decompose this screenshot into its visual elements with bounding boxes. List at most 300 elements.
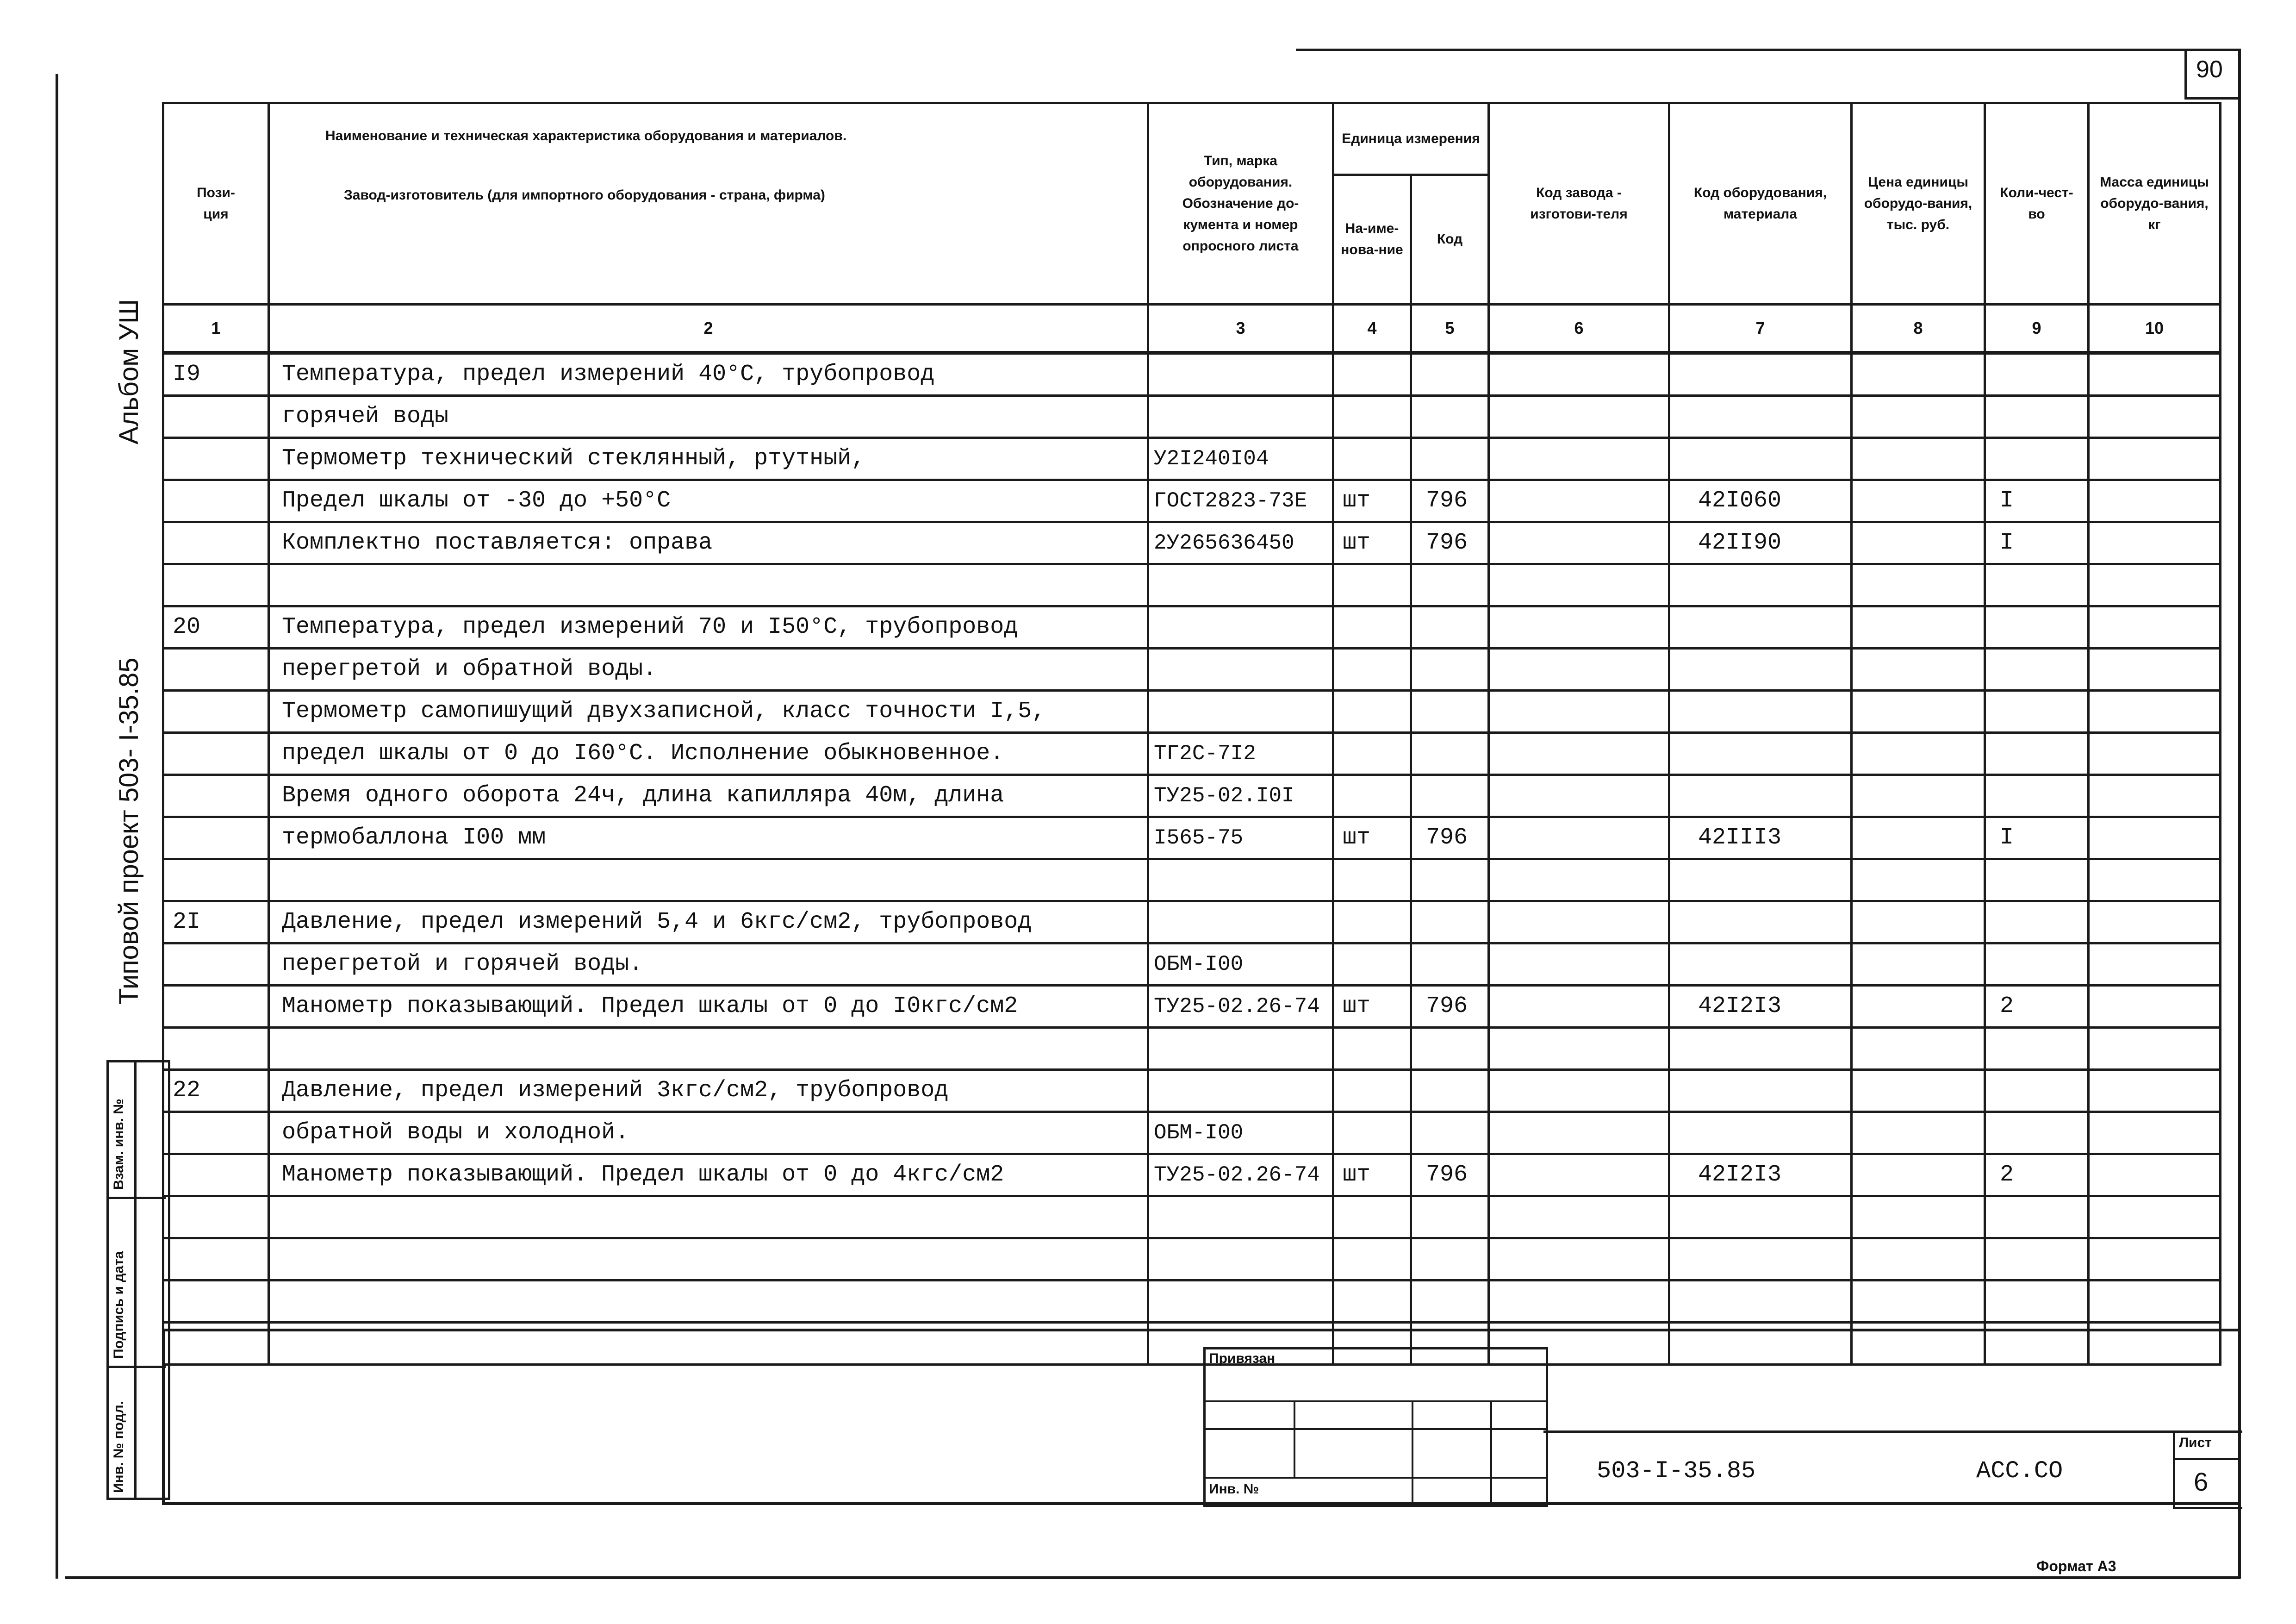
cell-factory <box>1489 1070 1669 1112</box>
col-num: 6 <box>1489 305 1669 353</box>
cell-factory <box>1489 1154 1669 1196</box>
cell-unit: шт <box>1333 1154 1411 1196</box>
cell-pos: I9 <box>163 353 269 396</box>
cell-qty <box>1985 691 2089 733</box>
cell-mass <box>2089 817 2221 859</box>
cell-equip <box>1669 1028 1852 1070</box>
cell-unit <box>1333 1280 1411 1323</box>
cell-unit <box>1333 1112 1411 1154</box>
cell-pos <box>163 859 269 901</box>
cell-price <box>1852 1196 1985 1238</box>
sheet-label: Лист <box>2179 1435 2212 1450</box>
cell-qty <box>1985 606 2089 649</box>
inv-replace-label: Взам. инв. № <box>111 1099 126 1190</box>
cell-qty <box>1985 438 2089 480</box>
cell-type <box>1148 1238 1333 1280</box>
cell-type: ГОСТ2823-73Е <box>1148 480 1333 522</box>
cell-name: Комплектно поставляется: оправа <box>269 522 1148 564</box>
cell-name <box>269 1196 1148 1238</box>
cell-mass <box>2089 1280 2221 1323</box>
cell-equip <box>1669 1070 1852 1112</box>
cell-factory <box>1489 1196 1669 1238</box>
col-num: 8 <box>1852 305 1985 353</box>
cell-factory <box>1489 775 1669 817</box>
page-number: 90 <box>2196 56 2223 83</box>
cell-equip <box>1669 649 1852 691</box>
cell-name: горячей воды <box>269 396 1148 438</box>
table-row <box>163 1112 2221 1154</box>
privyazan-sep-1 <box>1203 1400 1546 1402</box>
cell-factory <box>1489 901 1669 943</box>
cell-pos <box>163 691 269 733</box>
cell-code <box>1411 1196 1489 1238</box>
cell-pos <box>163 480 269 522</box>
cell-price <box>1852 775 1985 817</box>
cell-pos <box>163 943 269 986</box>
cell-type <box>1148 564 1333 606</box>
privyazan-vsep-1 <box>1294 1400 1295 1477</box>
cell-unit <box>1333 606 1411 649</box>
cell-type: I565-75 <box>1148 817 1333 859</box>
signature-date-label: Подпись и дата <box>111 1251 126 1359</box>
cell-qty <box>1985 1196 2089 1238</box>
table-row <box>163 901 2221 943</box>
cell-name: Манометр показывающий. Предел шкалы от 0 до I0кгс/см2 <box>269 986 1148 1028</box>
cell-price <box>1852 649 1985 691</box>
cell-code: 796 <box>1411 1154 1489 1196</box>
cell-name: Температура, предел измерений 40°С, трубопровод <box>269 353 1148 396</box>
cell-name <box>269 1238 1148 1280</box>
table-row <box>163 649 2221 691</box>
cell-factory <box>1489 606 1669 649</box>
cell-equip <box>1669 438 1852 480</box>
cell-type <box>1148 396 1333 438</box>
cell-unit <box>1333 353 1411 396</box>
cell-unit <box>1333 1196 1411 1238</box>
cell-equip: 42I060 <box>1669 480 1852 522</box>
cell-type <box>1148 606 1333 649</box>
header-mass: Масса единицы оборудо-вания, кг <box>2089 103 2221 305</box>
cell-code <box>1411 649 1489 691</box>
cell-name: перегретой и обратной воды. <box>269 649 1148 691</box>
side-stamp-divider <box>134 1060 137 1498</box>
frame-right-line <box>2238 49 2241 1579</box>
cell-equip <box>1669 396 1852 438</box>
table-row <box>163 564 2221 606</box>
sheet-number: 6 <box>2194 1467 2209 1496</box>
col-num: 9 <box>1985 305 2089 353</box>
cell-qty <box>1985 1070 2089 1112</box>
side-stamp-sep-2 <box>106 1366 166 1368</box>
table-row <box>163 1280 2221 1323</box>
col-num: 2 <box>269 305 1148 353</box>
specification-table <box>162 102 2221 1366</box>
cell-name: Температура, предел измерений 70 и I50°С, трубопровод <box>269 606 1148 649</box>
cell-code <box>1411 733 1489 775</box>
cell-factory <box>1489 733 1669 775</box>
col-num: 10 <box>2089 305 2221 353</box>
cell-price <box>1852 943 1985 986</box>
cell-factory <box>1489 1028 1669 1070</box>
header-name <box>269 103 1148 305</box>
cell-qty: 2 <box>1985 986 2089 1028</box>
cell-unit <box>1333 396 1411 438</box>
cell-equip <box>1669 859 1852 901</box>
cell-factory <box>1489 438 1669 480</box>
cell-qty <box>1985 775 2089 817</box>
cell-price <box>1852 1112 1985 1154</box>
col-num: 5 <box>1411 305 1489 353</box>
cell-factory <box>1489 522 1669 564</box>
table-row <box>163 353 2221 396</box>
cell-equip <box>1669 606 1852 649</box>
cell-pos: 20 <box>163 606 269 649</box>
cell-mass <box>2089 943 2221 986</box>
table-row <box>163 775 2221 817</box>
inv-original-label: Инв. № подл. <box>111 1400 126 1493</box>
header-name-line1: Наименование и техническая характеристика оборудования и материалов. <box>325 128 847 144</box>
cell-name: Предел шкалы от -30 до +50°С <box>269 480 1148 522</box>
table-row <box>163 859 2221 901</box>
cell-equip <box>1669 1112 1852 1154</box>
frame-bottom-line <box>65 1576 2240 1579</box>
cell-code: 796 <box>1411 817 1489 859</box>
cell-name: Термометр самопишущий двухзаписной, класс точности I,5, <box>269 691 1148 733</box>
cell-code: 796 <box>1411 480 1489 522</box>
cell-equip <box>1669 943 1852 986</box>
cell-unit <box>1333 1028 1411 1070</box>
privyazan-sep-3 <box>1203 1477 1546 1479</box>
cell-pos <box>163 564 269 606</box>
cell-equip <box>1669 564 1852 606</box>
cell-code <box>1411 859 1489 901</box>
header-quantity: Коли-чест-во <box>1985 103 2089 305</box>
cell-qty <box>1985 1238 2089 1280</box>
cell-code <box>1411 353 1489 396</box>
set-code: АСС.СО <box>1976 1457 2063 1485</box>
cell-pos: 2I <box>163 901 269 943</box>
cell-code: 796 <box>1411 986 1489 1028</box>
cell-type <box>1148 1280 1333 1323</box>
cell-name: термобаллона I00 мм <box>269 817 1148 859</box>
cell-name: Манометр показывающий. Предел шкалы от 0 до 4кгс/см2 <box>269 1154 1148 1196</box>
cell-equip: 42I2I3 <box>1669 986 1852 1028</box>
format-label: Формат А3 <box>2036 1558 2116 1574</box>
cell-unit: шт <box>1333 986 1411 1028</box>
cell-pos <box>163 1280 269 1323</box>
cell-code <box>1411 606 1489 649</box>
cell-unit <box>1333 1238 1411 1280</box>
cell-unit: шт <box>1333 480 1411 522</box>
document-code: 503-I-35.85 <box>1597 1457 1756 1485</box>
cell-name: перегретой и горячей воды. <box>269 943 1148 986</box>
cell-code <box>1411 1028 1489 1070</box>
privyazan-label: Привязан <box>1209 1351 1276 1366</box>
cell-code <box>1411 775 1489 817</box>
cell-unit <box>1333 859 1411 901</box>
cell-pos <box>163 438 269 480</box>
title-block-left-line <box>162 1329 165 1505</box>
cell-price <box>1852 353 1985 396</box>
cell-qty: I <box>1985 522 2089 564</box>
cell-pos <box>163 733 269 775</box>
cell-unit <box>1333 649 1411 691</box>
cell-type <box>1148 649 1333 691</box>
cell-code <box>1411 901 1489 943</box>
cell-name: предел шкалы от 0 до I60°С. Исполнение обыкновенное. <box>269 733 1148 775</box>
cell-price <box>1852 1280 1985 1323</box>
table-row <box>163 986 2221 1028</box>
cell-type: ТУ25-02.I0I <box>1148 775 1333 817</box>
cell-qty: I <box>1985 480 2089 522</box>
cell-type <box>1148 353 1333 396</box>
cell-pos <box>163 1238 269 1280</box>
cell-qty <box>1985 353 2089 396</box>
header-factory-code: Код завода - изготови-теля <box>1489 103 1669 305</box>
cell-price <box>1852 396 1985 438</box>
cell-type: ОБМ-I00 <box>1148 1112 1333 1154</box>
cell-name <box>269 1280 1148 1323</box>
cell-type <box>1148 1070 1333 1112</box>
cell-factory <box>1489 1238 1669 1280</box>
cell-name <box>269 859 1148 901</box>
cell-type: У2I240I04 <box>1148 438 1333 480</box>
cell-pos <box>163 775 269 817</box>
col-num: 4 <box>1333 305 1411 353</box>
project-label: Типовой проект 503- I-35.85 <box>114 657 144 1005</box>
cell-code <box>1411 943 1489 986</box>
cell-code: 796 <box>1411 522 1489 564</box>
cell-pos <box>163 649 269 691</box>
cell-unit <box>1333 1070 1411 1112</box>
cell-factory <box>1489 649 1669 691</box>
cell-equip <box>1669 733 1852 775</box>
table-row <box>163 1028 2221 1070</box>
cell-unit <box>1333 943 1411 986</box>
cell-factory <box>1489 564 1669 606</box>
cell-equip: 42II90 <box>1669 522 1852 564</box>
cell-qty <box>1985 901 2089 943</box>
cell-code <box>1411 1070 1489 1112</box>
cell-factory <box>1489 943 1669 986</box>
cell-name <box>269 564 1148 606</box>
privyazan-vsep-2 <box>1412 1400 1413 1505</box>
side-stamp-sep-1 <box>106 1197 166 1199</box>
cell-unit <box>1333 564 1411 606</box>
cell-price <box>1852 1028 1985 1070</box>
cell-mass <box>2089 1238 2221 1280</box>
cell-mass <box>2089 649 2221 691</box>
cell-factory <box>1489 691 1669 733</box>
table-row <box>163 438 2221 480</box>
cell-qty: I <box>1985 817 2089 859</box>
cell-code <box>1411 1238 1489 1280</box>
cell-type: ТУ25-02.26-74 <box>1148 1154 1333 1196</box>
cell-qty <box>1985 396 2089 438</box>
cell-name <box>269 1028 1148 1070</box>
cell-factory <box>1489 1112 1669 1154</box>
cell-equip <box>1669 1196 1852 1238</box>
table-row <box>163 1154 2221 1196</box>
cell-type: 2У265636450 <box>1148 522 1333 564</box>
privyazan-vsep-3 <box>1490 1400 1492 1505</box>
cell-factory <box>1489 1280 1669 1323</box>
cell-equip <box>1669 691 1852 733</box>
cell-mass <box>2089 564 2221 606</box>
cell-price <box>1852 480 1985 522</box>
cell-factory <box>1489 817 1669 859</box>
cell-qty <box>1985 1112 2089 1154</box>
cell-name: Термометр технический стеклянный, ртутный, <box>269 438 1148 480</box>
cell-factory <box>1489 396 1669 438</box>
cell-price <box>1852 1070 1985 1112</box>
cell-equip <box>1669 1238 1852 1280</box>
cell-code <box>1411 564 1489 606</box>
cell-price <box>1852 606 1985 649</box>
header-equipment-code: Код оборудования, материала <box>1669 103 1852 305</box>
cell-mass <box>2089 775 2221 817</box>
cell-type: ТУ25-02.26-74 <box>1148 986 1333 1028</box>
cell-price <box>1852 691 1985 733</box>
cell-factory <box>1489 859 1669 901</box>
cell-factory <box>1489 986 1669 1028</box>
cell-mass <box>2089 1112 2221 1154</box>
cell-unit <box>1333 733 1411 775</box>
specification-body <box>163 353 2221 1365</box>
sheet-box-sep <box>2173 1458 2240 1460</box>
cell-type <box>1148 859 1333 901</box>
cell-code <box>1411 396 1489 438</box>
privyazan-sep-2 <box>1203 1428 1546 1430</box>
cell-mass <box>2089 353 2221 396</box>
cell-mass <box>2089 1196 2221 1238</box>
header-type: Тип, марка оборудования. Обозначение до-кумента и номер опросного листа <box>1148 103 1333 305</box>
table-row <box>163 817 2221 859</box>
cell-equip: 42III3 <box>1669 817 1852 859</box>
cell-equip: 42I2I3 <box>1669 1154 1852 1196</box>
cell-mass <box>2089 901 2221 943</box>
table-row <box>163 1196 2221 1238</box>
table-row <box>163 480 2221 522</box>
cell-unit: шт <box>1333 522 1411 564</box>
cell-type <box>1148 901 1333 943</box>
header-unit-code: Код <box>1411 175 1489 304</box>
cell-price <box>1852 1154 1985 1196</box>
cell-price <box>1852 901 1985 943</box>
table-row <box>163 943 2221 986</box>
table-row <box>163 1070 2221 1112</box>
cell-unit <box>1333 691 1411 733</box>
cell-mass <box>2089 396 2221 438</box>
cell-code <box>1411 1112 1489 1154</box>
cell-price <box>1852 733 1985 775</box>
cell-mass <box>2089 438 2221 480</box>
table-row <box>163 691 2221 733</box>
cell-mass <box>2089 480 2221 522</box>
cell-qty: 2 <box>1985 1154 2089 1196</box>
header-name-line2: Завод-изготовитель (для импортного оборудования - страна, фирма) <box>344 187 825 203</box>
header-price: Цена единицы оборудо-вания, тыс. руб. <box>1852 103 1985 305</box>
frame-left-line <box>56 74 58 1579</box>
cell-code <box>1411 438 1489 480</box>
cell-unit <box>1333 901 1411 943</box>
cell-name: Давление, предел измерений 5,4 и 6кгс/см2, трубопровод <box>269 901 1148 943</box>
inv-no-label: Инв. № <box>1209 1481 1259 1497</box>
table-row <box>163 733 2221 775</box>
cell-name: обратной воды и холодной. <box>269 1112 1148 1154</box>
cell-mass <box>2089 691 2221 733</box>
cell-type <box>1148 1196 1333 1238</box>
cell-pos <box>163 1028 269 1070</box>
cell-name: Давление, предел измерений 3кгс/см2, трубопровод <box>269 1070 1148 1112</box>
cell-mass <box>2089 1028 2221 1070</box>
cell-pos <box>163 817 269 859</box>
table-row <box>163 606 2221 649</box>
col-num: 3 <box>1148 305 1333 353</box>
cell-unit: шт <box>1333 817 1411 859</box>
col-num: 1 <box>163 305 269 353</box>
header-unit: Единица измерения <box>1333 103 1489 175</box>
frame-top-line <box>1296 49 2240 51</box>
cell-pos <box>163 522 269 564</box>
cell-qty <box>1985 733 2089 775</box>
cell-factory <box>1489 353 1669 396</box>
cell-price <box>1852 817 1985 859</box>
cell-qty <box>1985 564 2089 606</box>
cell-equip <box>1669 775 1852 817</box>
cell-mass <box>2089 522 2221 564</box>
cell-price <box>1852 438 1985 480</box>
cell-mass <box>2089 1070 2221 1112</box>
cell-pos <box>163 1196 269 1238</box>
cell-qty <box>1985 1280 2089 1323</box>
cell-price <box>1852 522 1985 564</box>
cell-price <box>1852 986 1985 1028</box>
table-row <box>163 1238 2221 1280</box>
header-position: Пози- ция <box>163 103 269 305</box>
cell-mass <box>2089 986 2221 1028</box>
cell-code <box>1411 1280 1489 1323</box>
cell-pos <box>163 396 269 438</box>
cell-qty <box>1985 859 2089 901</box>
cell-unit <box>1333 438 1411 480</box>
cell-qty <box>1985 1028 2089 1070</box>
cell-type <box>1148 691 1333 733</box>
cell-type: ТГ2С-7I2 <box>1148 733 1333 775</box>
cell-price <box>1852 859 1985 901</box>
cell-pos: 22 <box>163 1070 269 1112</box>
cell-mass <box>2089 733 2221 775</box>
cell-pos <box>163 1112 269 1154</box>
cell-equip <box>1669 353 1852 396</box>
cell-qty <box>1985 649 2089 691</box>
column-numbers-row <box>163 305 2221 353</box>
cell-type: ОБМ-I00 <box>1148 943 1333 986</box>
cell-code <box>1411 691 1489 733</box>
title-block-bottom-line <box>162 1502 2240 1505</box>
doc-code-top-line <box>1543 1430 2240 1433</box>
header-unit-name: На-име-нова-ние <box>1333 175 1411 304</box>
cell-equip <box>1669 901 1852 943</box>
table-row <box>163 396 2221 438</box>
cell-unit <box>1333 775 1411 817</box>
col-num: 7 <box>1669 305 1852 353</box>
header-row <box>163 103 2221 175</box>
cell-price <box>1852 564 1985 606</box>
cell-pos <box>163 986 269 1028</box>
title-block-top-line <box>162 1329 2240 1331</box>
cell-pos <box>163 1154 269 1196</box>
